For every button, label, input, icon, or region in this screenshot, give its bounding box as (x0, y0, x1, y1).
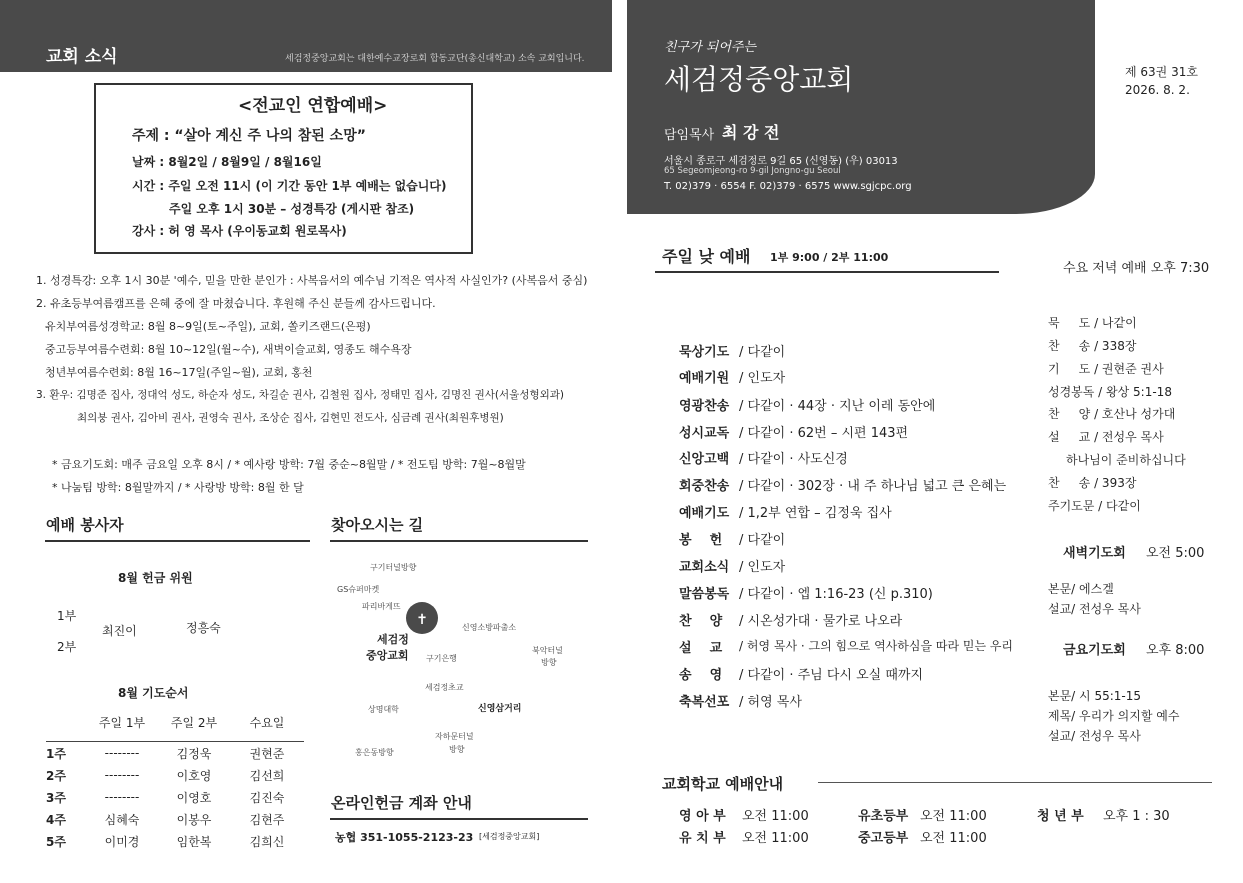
wednesday-item: 주기도문 / 다같이 (1048, 499, 1141, 513)
table-header-row (46, 711, 304, 733)
svg-text:✝: ✝ (416, 612, 428, 628)
table-row (46, 764, 304, 786)
table-cell: 이봉우 (176, 812, 212, 827)
pastor-name: 최 강 전 (722, 123, 780, 142)
volume-number: 제 63권 31호 (1125, 65, 1198, 79)
school-time: 오전 11:00 (742, 809, 809, 824)
map-label: 자하문터널 (435, 732, 474, 741)
table-cell: -------- (104, 790, 140, 804)
slogan: 친구가 되어주는 (664, 40, 757, 55)
table-cell: 김선희 (249, 768, 285, 783)
servants-rule (45, 540, 310, 542)
order-item-detail: / 다같이 · 주님 다시 오실 때까지 (739, 668, 924, 683)
part-1-label: 1부 (57, 609, 77, 623)
table-header-cell (46, 711, 86, 733)
pastor-label: 담임목사 (664, 128, 715, 143)
map-label: 방향 (449, 745, 465, 754)
map-title: 찾아오시는 길 (331, 516, 424, 534)
friday-text: 본문/ 시 55:1-15 (1048, 689, 1141, 703)
map-label: 홍은동방향 (355, 748, 394, 757)
order-item-name: 예배기원 (679, 371, 730, 386)
order-item-detail: / 인도자 (739, 371, 786, 386)
map-label: 신영소방파출소 (462, 623, 517, 632)
school-time: 오후 1 : 30 (1103, 809, 1170, 824)
prayer-order-title: 8월 기도순서 (118, 686, 189, 700)
wednesday-item: 성경봉독 / 왕상 5:1-18 (1048, 385, 1172, 399)
table-cell: 1주 (46, 746, 66, 761)
school-time: 오전 11:00 (920, 831, 987, 846)
school-dept: 청 년 부 (1037, 809, 1084, 824)
dawn-text: 본문/ 에스겔 (1048, 582, 1114, 596)
notice-time-1: 시간 : 주일 오전 11시 (이 기간 동안 1부 예배는 없습니다) (132, 179, 447, 193)
friday-subject: 제목/ 우리가 의지할 예수 (1048, 709, 1180, 723)
offering-name-1: 최진이 (102, 624, 137, 638)
table-cell: 3주 (46, 790, 66, 805)
church-name: 세검정중앙교회 (664, 63, 854, 96)
dawn-time: 오전 5:00 (1146, 546, 1205, 561)
school-dept: 중고등부 (858, 831, 909, 846)
online-rule (330, 818, 588, 820)
map-label: 방향 (541, 658, 557, 667)
table-cell: 김희신 (249, 834, 285, 849)
table-row (46, 830, 304, 852)
prayer-note-1: * 금요기도회: 매주 금요일 오후 8시 / * 예사랑 방학: 7월 중순~8월말 / * 전도팀 방학: 7월~8월말 (52, 458, 526, 471)
order-item-detail: / 다같이 (739, 345, 786, 360)
order-item-detail: / 다같이 · 302장 · 내 주 하나님 넓고 큰 은혜는 (739, 479, 1007, 494)
sunday-service-times: 1부 9:00 / 2부 11:00 (770, 251, 889, 264)
wednesday-title: 수요 저녁 예배 오후 7:30 (1063, 261, 1210, 276)
table-cell: 5주 (46, 834, 66, 849)
news-item-2c: 청년부여름수련회: 8월 16~17일(주일~월), 교회, 홍천 (45, 366, 313, 379)
order-item-detail: / 다같이 · 엡 1:16-23 (신 p.310) (739, 587, 933, 602)
table-cell: -------- (104, 746, 140, 760)
map-church-label-1: 세검정 (377, 633, 409, 646)
map-label: 구기터널방향 (370, 563, 417, 572)
news-item-1: 1. 성경특강: 오후 1시 30분 '예수, 믿을 만한 분인가 : 사복음서의 예수님 기적은 역사적 사실인가? (사복음서 중심) (36, 274, 588, 287)
map-label: 신영삼거리 (478, 704, 522, 714)
table-header-cell: 주일 1부 (98, 715, 146, 730)
wednesday-item: 설 교 / 전성우 목사 (1048, 430, 1164, 444)
contact-info: T. 02)379 · 6554 F. 02)379 · 6575 www.sgjcpc.org (664, 181, 912, 192)
order-item-name: 영광찬송 (679, 399, 730, 414)
order-item-name: 회중찬송 (679, 479, 730, 494)
table-cell: 이미경 (104, 834, 140, 849)
order-item-detail: / 다같이 · 62번 – 시편 143편 (739, 426, 909, 441)
friday-preacher: 설교/ 전성우 목사 (1048, 729, 1141, 743)
table-cell: 심혜숙 (104, 812, 140, 827)
school-dept: 유초등부 (858, 809, 909, 824)
wednesday-item: 묵 도 / 나같이 (1048, 316, 1137, 330)
table-cell: 4주 (46, 812, 66, 827)
dawn-title: 새벽기도회 (1063, 546, 1126, 561)
order-item-name: 설 교 (679, 641, 723, 656)
order-item-detail: / 허영 목사 · 그의 힘으로 역사하심을 따라 믿는 우리 (739, 639, 1014, 653)
wednesday-item: 기 도 / 권현준 권사 (1048, 362, 1164, 376)
table-cell: 임한복 (176, 834, 212, 849)
order-item-name: 축복선포 (679, 695, 730, 710)
table-row (46, 786, 304, 808)
order-item-name: 예배기도 (679, 506, 730, 521)
table-row (46, 808, 304, 830)
order-item-detail: / 다같이 · 44장 · 지난 이레 동안에 (739, 399, 936, 414)
account-holder: [세검정중앙교회] (479, 832, 540, 841)
wednesday-item: 찬 송 / 393장 (1048, 476, 1137, 490)
friday-title: 금요기도회 (1063, 643, 1126, 658)
section-title: 교회 소식 (46, 47, 118, 67)
friday-time: 오후 8:00 (1146, 643, 1205, 658)
order-item-name: 봉 헌 (679, 533, 723, 548)
map-label: 파리바게뜨 (362, 602, 401, 611)
order-item-detail: / 다같이 (739, 533, 786, 548)
order-item-name: 성시교독 (679, 426, 730, 441)
table-cell: 이호영 (176, 768, 212, 783)
news-item-2a: 유치부여름성경학교: 8월 8~9일(토~주일), 교회, 쏠키즈랜드(은평) (45, 320, 371, 333)
issue-date: 2026. 8. 2. (1125, 83, 1190, 97)
offering-title: 8월 헌금 위원 (118, 571, 193, 585)
wednesday-sermon-title: 하나님이 준비하십니다 (1066, 453, 1186, 467)
order-item-name: 말씀봉독 (679, 587, 730, 602)
map-label: GS슈퍼마켓 (337, 585, 380, 594)
offering-name-2: 정흥숙 (186, 621, 221, 635)
address-en: 65 Segeomjeong-ro 9-gil Jongno-gu Seoul (664, 166, 841, 176)
school-title: 교회학교 예배안내 (662, 775, 784, 793)
map-rule (330, 540, 588, 542)
table-header-cell: 수요일 (249, 715, 285, 730)
order-item-detail: / 허영 목사 (739, 695, 802, 710)
order-item-name: 교회소식 (679, 560, 730, 575)
order-item-detail: / 시온성가대 · 물가로 나오라 (739, 614, 903, 629)
table-cell: 김진숙 (249, 790, 285, 805)
notice-theme: 주제 : “살아 계신 주 나의 참된 소망” (132, 128, 366, 144)
table-row (46, 742, 304, 765)
table-cell: 권현준 (249, 746, 285, 761)
prayer-order-table (46, 711, 304, 852)
table-header-cell: 주일 2부 (170, 715, 218, 730)
map-label: 세검정초교 (425, 683, 464, 692)
map-church-label-2: 중앙교회 (366, 649, 409, 662)
school-time: 오전 11:00 (920, 809, 987, 824)
address-kr: 서울시 종로구 세검정로 9길 65 (신영동) (우) 03013 (664, 156, 898, 167)
school-dept: 영 아 부 (679, 809, 726, 824)
account-number: 농협 351-1055-2123-23 (335, 831, 474, 844)
part-2-label: 2부 (57, 640, 77, 654)
sunday-service-title: 주일 낮 예배 (662, 247, 751, 266)
order-item-name: 찬 양 (679, 614, 723, 629)
order-item-name: 묵상기도 (679, 345, 730, 360)
affiliation-text: 세검정중앙교회는 대한예수교장로회 합동교단(총신대학교) 소속 교회입니다. (285, 54, 585, 64)
map-label: 상명대학 (368, 705, 399, 714)
school-dept: 유 치 부 (679, 831, 726, 846)
order-item-name: 신앙고백 (679, 452, 730, 467)
dawn-preacher: 설교/ 전성우 목사 (1048, 602, 1141, 616)
notice-title: <전교인 연합예배> (238, 96, 388, 116)
prayer-note-2: * 나눔팀 방학: 8월말까지 / * 사랑방 방학: 8월 한 달 (52, 481, 304, 494)
table-cell: 김현주 (249, 812, 285, 827)
servants-title: 예배 봉사자 (46, 516, 124, 534)
school-rule (818, 782, 1212, 783)
school-time: 오전 11:00 (742, 831, 809, 846)
sunday-rule (655, 271, 999, 273)
table-cell: 김정욱 (176, 746, 212, 761)
table-cell: 2주 (46, 768, 66, 783)
table-cell: -------- (104, 768, 140, 782)
notice-speaker: 강사 : 허 영 목사 (우이동교회 원로목사) (132, 224, 347, 238)
news-item-3b: 최의붕 권사, 김아비 권사, 권영숙 권사, 조상순 집사, 김현민 전도사, 심금례 권사(최원후병원) (77, 412, 504, 424)
map-label: 북악터널 (532, 646, 563, 655)
news-item-2: 2. 유초등부여름캠프를 은혜 중에 잘 마쳤습니다. 후원해 주신 분들께 감사드립니다. (36, 297, 436, 310)
wednesday-item: 찬 송 / 338장 (1048, 339, 1137, 353)
notice-time-2: 주일 오후 1시 30분 – 성경특강 (게시판 참조) (169, 202, 415, 216)
wednesday-item: 찬 양 / 호산나 성가대 (1048, 407, 1176, 421)
order-item-detail: / 1,2부 연합 – 김정욱 집사 (739, 506, 892, 521)
news-item-2b: 중고등부여름수련회: 8월 10~12일(월~수), 새벽이슬교회, 영종도 해수욕장 (45, 343, 412, 356)
order-item-detail: / 인도자 (739, 560, 786, 575)
order-item-name: 송 영 (679, 668, 723, 683)
news-item-3: 3. 환우: 김명준 집사, 정대억 성도, 하순자 성도, 차길순 권사, 김철원 집사, 정태민 집사, 김명진 권사(서울성형외과) (36, 389, 564, 401)
order-item-detail: / 다같이 · 사도신경 (739, 452, 848, 467)
table-cell: 이영호 (176, 790, 212, 805)
online-offering-title: 온라인헌금 계좌 안내 (331, 794, 472, 812)
notice-dates: 날짜 : 8월2일 / 8월9일 / 8월16일 (132, 155, 322, 169)
map-label: 구기은행 (426, 654, 457, 663)
